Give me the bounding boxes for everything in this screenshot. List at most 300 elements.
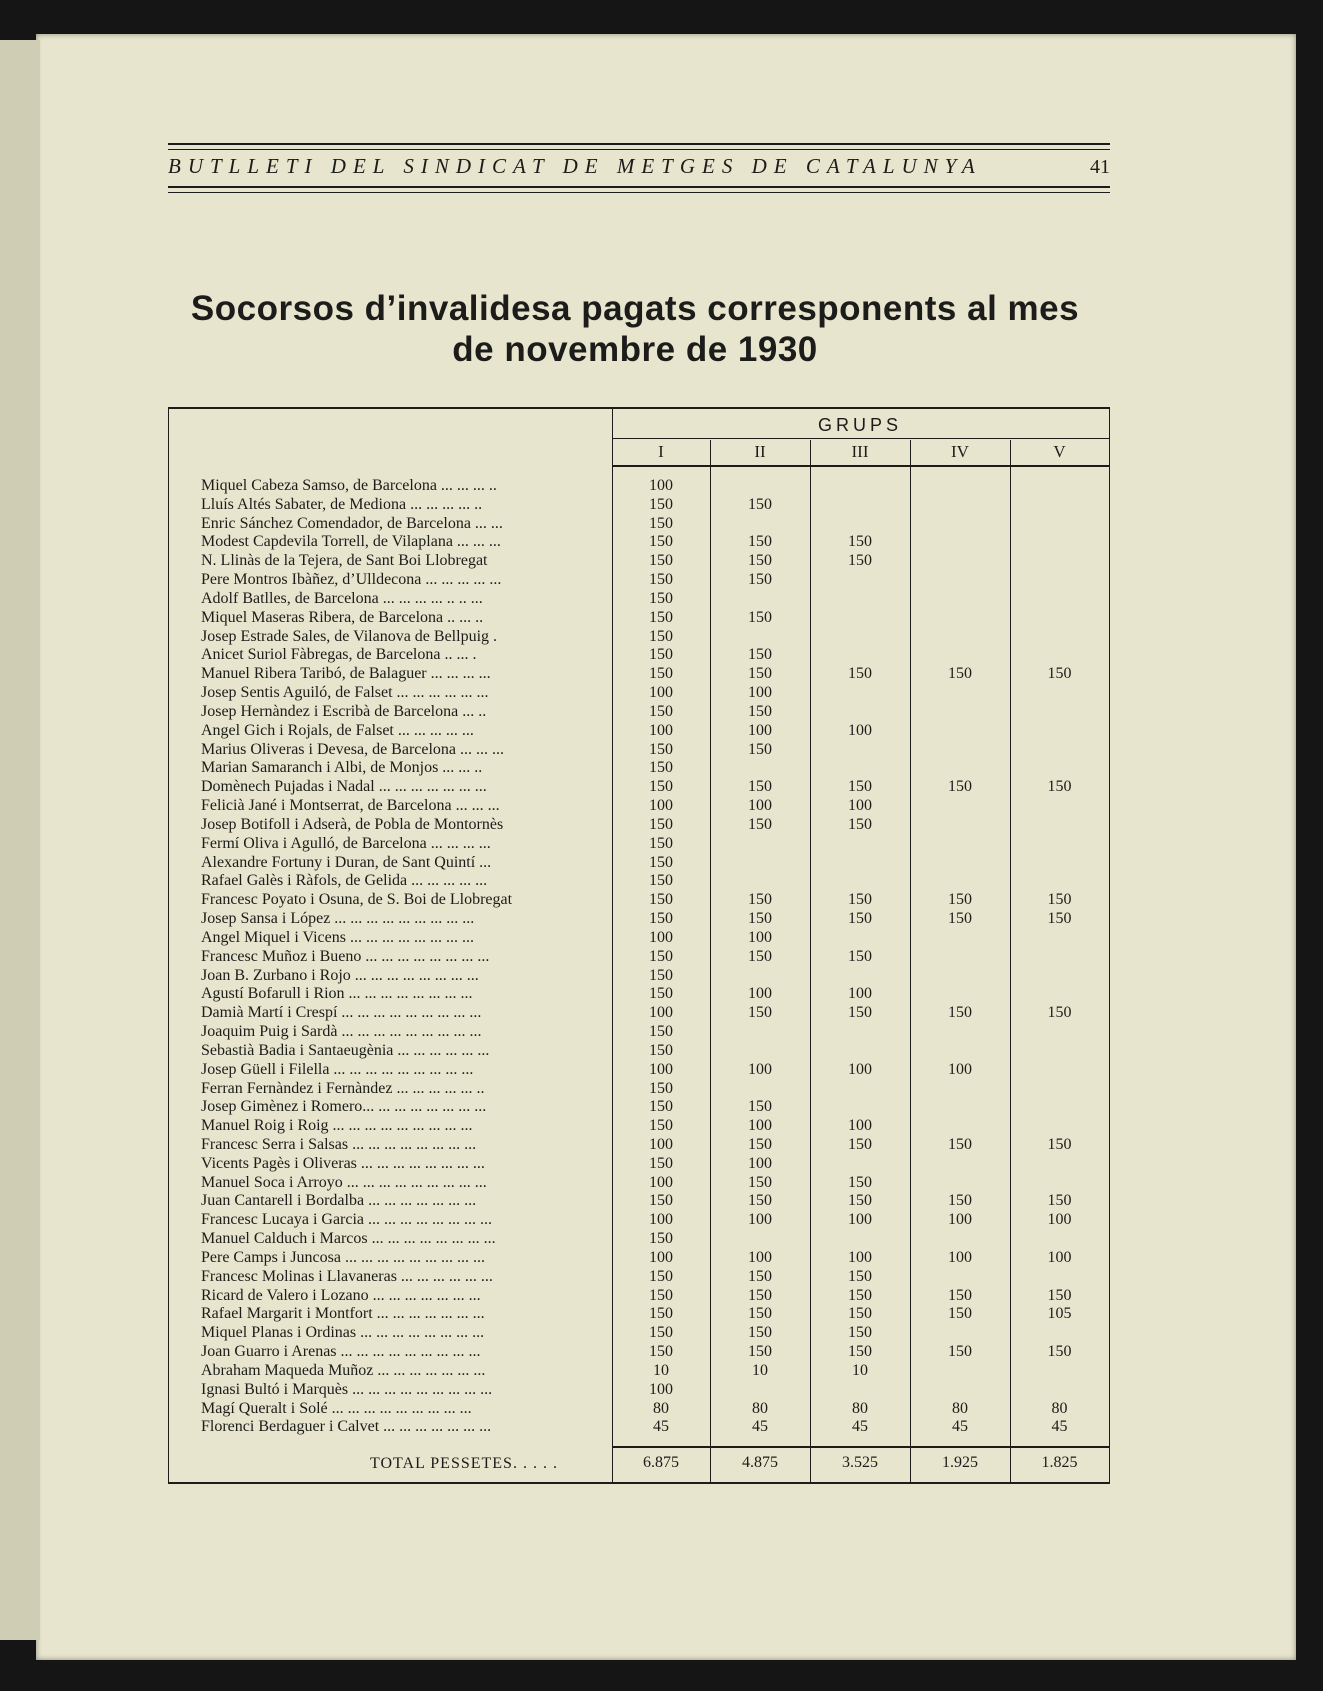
table-cell xyxy=(710,967,810,986)
table-cell: 150 xyxy=(748,778,772,796)
table-cell xyxy=(710,1042,810,1061)
table-cell: 100 xyxy=(649,797,673,815)
table-cell: 150 xyxy=(948,1343,972,1361)
table-cell: 45 xyxy=(752,1418,768,1436)
table-cell: 150 xyxy=(1047,1004,1072,1022)
total-rule xyxy=(612,1446,1109,1448)
table-cell: 150 xyxy=(848,1173,872,1191)
row-name: Francesc Molinas i Llavaneras ... ... ... ... ... ... xyxy=(201,1267,493,1285)
row-name: N. Llinàs de la Tejera, de Sant Boi Llobregat xyxy=(201,552,488,570)
table-cell: 150 xyxy=(1047,1135,1072,1153)
page-number: 41 xyxy=(1090,156,1110,178)
table-cell xyxy=(1010,967,1109,986)
total-1: 6.875 xyxy=(643,1454,679,1471)
table-cell: 150 xyxy=(649,495,673,513)
table-cell: 150 xyxy=(848,1192,872,1210)
table-cell: 150 xyxy=(649,1324,673,1342)
table-cell xyxy=(1010,1042,1109,1061)
row-name: Adolf Batlles, de Barcelona ... ... ... ... .. .. ... xyxy=(201,589,483,607)
table-cell: 150 xyxy=(748,495,772,513)
table-cell xyxy=(910,1080,1010,1099)
table-cell xyxy=(710,835,810,854)
table-cell: 10 xyxy=(653,1361,669,1379)
row-name: Francesc Poyato i Osuna, de S. Boi de Llobregat xyxy=(201,891,513,909)
table-cell xyxy=(1010,628,1109,647)
table-cell xyxy=(710,759,810,778)
table-cell xyxy=(1010,1080,1109,1099)
row-name: Miquel Maseras Ribera, de Barcelona .. ... .. xyxy=(201,608,484,626)
row-name: Ignasi Bultó i Marquès ... ... ... ... ... ... ... ... ... xyxy=(201,1380,493,1398)
table-cell: 150 xyxy=(1047,891,1072,909)
row-name: Magí Queralt i Solé ... ... ... ... ... ... ... ... ... xyxy=(201,1399,472,1417)
table-cell: 80 xyxy=(852,1399,868,1417)
table-cell: 80 xyxy=(952,1399,968,1417)
table-cell: 150 xyxy=(848,1135,872,1153)
table-cell: 150 xyxy=(748,1305,772,1323)
row-name: Lluís Altés Sabater, de Mediona ... ... ... ... .. xyxy=(201,495,483,513)
row-name: Vicents Pagès i Oliveras ... ... ... ... ... ... ... ... xyxy=(201,1154,485,1172)
row-name: Josep Sentis Aguiló, de Falset ... ... ... ... ... ... xyxy=(201,684,489,702)
table-cell: 100 xyxy=(748,797,772,815)
table-cell: 150 xyxy=(948,891,972,909)
table-cell: 150 xyxy=(948,1192,972,1210)
table-cell: 150 xyxy=(649,759,673,777)
table-cell: 150 xyxy=(649,1267,673,1285)
table-cell: 150 xyxy=(948,1286,972,1304)
row-name: Angel Miquel i Vicens ... ... ... ... ... ... ... ... xyxy=(201,928,474,946)
table-cell: 100 xyxy=(649,1380,673,1398)
table-cell: 100 xyxy=(649,1248,673,1266)
row-name: Ricard de Valero i Lozano ... ... ... ... ... ... ... xyxy=(201,1286,481,1304)
table-cell: 100 xyxy=(748,1211,772,1229)
col-head-3: III xyxy=(851,442,869,461)
row-name: Josep Botifoll i Adserà, de Pobla de Montornès xyxy=(201,815,504,833)
table-cell xyxy=(910,1230,1010,1249)
table-cell: 150 xyxy=(649,1192,673,1210)
table-cell: 100 xyxy=(848,985,872,1003)
row-name: Juan Cantarell i Bordalba ... ... ... ... ... ... ... xyxy=(201,1192,477,1210)
page-edge xyxy=(0,40,40,1640)
table-cell xyxy=(1010,929,1109,948)
table-cell: 150 xyxy=(848,1267,872,1285)
table-cell xyxy=(910,1324,1010,1343)
table-cell xyxy=(810,1155,910,1174)
header-rule-bottom-thin xyxy=(168,192,1110,193)
table-cell: 150 xyxy=(948,1135,972,1153)
table-cell: 150 xyxy=(649,608,673,626)
table-cell xyxy=(910,552,1010,571)
table-cell xyxy=(910,1174,1010,1193)
table-cell: 150 xyxy=(748,947,772,965)
table-cell xyxy=(910,609,1010,628)
table-cell: 80 xyxy=(653,1399,669,1417)
table-cell xyxy=(810,759,910,778)
table-cell xyxy=(1010,797,1109,816)
row-name: Fermí Oliva i Agulló, de Barcelona ... ... ... ... xyxy=(201,834,491,852)
table-cell: 100 xyxy=(649,721,673,739)
table-cell: 45 xyxy=(1051,1418,1068,1436)
table-cell xyxy=(710,1230,810,1249)
table-cell: 150 xyxy=(748,1267,772,1285)
table-cell xyxy=(810,703,910,722)
table-cell xyxy=(910,1155,1010,1174)
table-cell xyxy=(810,929,910,948)
table-cell xyxy=(710,1381,810,1400)
row-name: Manuel Roig i Roig ... ... ... ... ... ... ... ... ... xyxy=(201,1117,473,1135)
table-cell xyxy=(910,571,1010,590)
grups-label: GRUPS xyxy=(817,415,902,435)
row-name: Pere Montros Ibàñez, d’Ulldecona ... ... ... ... ... xyxy=(201,571,502,589)
table-cell xyxy=(910,741,1010,760)
table-cell xyxy=(1010,1324,1109,1343)
table-cell: 150 xyxy=(649,1230,673,1248)
row-name: Angel Gich i Rojals, de Falset ... ... ... ... ... xyxy=(201,721,474,739)
table-cell xyxy=(810,496,910,515)
table-cell: 100 xyxy=(848,721,872,739)
table-cell: 100 xyxy=(1047,1248,1072,1266)
table-cell: 100 xyxy=(748,1248,772,1266)
row-name: Joan Guarro i Arenas ... ... ... ... ... ... ... ... ... xyxy=(201,1343,481,1361)
table-cell: 45 xyxy=(852,1418,868,1436)
table-cell: 150 xyxy=(1047,665,1072,683)
table-cell: 150 xyxy=(649,1023,673,1041)
table-cell xyxy=(1010,571,1109,590)
table-cell xyxy=(1010,872,1109,891)
table-cell xyxy=(1010,1268,1109,1287)
table-cell: 150 xyxy=(748,910,772,928)
table-cell: 150 xyxy=(748,815,772,833)
table-cell xyxy=(1010,1098,1109,1117)
row-name: Agustí Bofarull i Rion ... ... ... ... ... ... ... ... xyxy=(201,985,473,1003)
row-name: Abraham Maqueda Muñoz ... ... ... ... ... ... ... xyxy=(201,1361,486,1379)
table-cell: 150 xyxy=(748,740,772,758)
table-cell xyxy=(910,533,1010,552)
row-name: Josep Güell i Filella ... ... ... ... ... ... ... ... ... xyxy=(201,1060,474,1078)
total-5: 1.825 xyxy=(1041,1454,1078,1471)
table-cell xyxy=(810,590,910,609)
table-cell: 150 xyxy=(748,571,772,589)
table-cell: 100 xyxy=(649,684,673,702)
table-cell xyxy=(910,477,1010,496)
values-column-3 xyxy=(810,477,910,1437)
running-title: BUTLLETI DEL SINDICAT DE METGES DE CATALUNYA xyxy=(168,154,982,178)
table-cell: 150 xyxy=(649,1305,673,1323)
table-cell: 100 xyxy=(848,1060,872,1078)
table-cell xyxy=(910,835,1010,854)
table-cell: 150 xyxy=(948,778,972,796)
table-cell: 100 xyxy=(649,1135,673,1153)
table-cell xyxy=(810,515,910,534)
table-cell: 150 xyxy=(848,1305,872,1323)
table-cell xyxy=(1010,646,1109,665)
row-name: Manuel Calduch i Marcos ... ... ... ... ... ... ... ... xyxy=(201,1230,496,1248)
table-cell: 150 xyxy=(649,853,673,871)
names-column xyxy=(201,477,611,1437)
table-cell: 150 xyxy=(649,589,673,607)
table-cell: 150 xyxy=(748,891,772,909)
table-cell: 150 xyxy=(848,665,872,683)
table-right-rule xyxy=(1109,407,1110,1484)
table-cell: 150 xyxy=(848,1343,872,1361)
table-cell: 80 xyxy=(752,1399,768,1417)
header-rule-top-thin xyxy=(168,149,1110,150)
row-name: Sebastià Badia i Santaeugènia ... ... ... ... ... ... xyxy=(201,1041,490,1059)
table-cell xyxy=(810,477,910,496)
row-name: Francesc Muñoz i Bueno ... ... ... ... ... ... ... ... xyxy=(201,947,490,965)
table-cell xyxy=(810,967,910,986)
table-cell: 150 xyxy=(848,1286,872,1304)
table-cell xyxy=(910,854,1010,873)
table-cell: 150 xyxy=(748,1324,772,1342)
table-cell: 150 xyxy=(848,947,872,965)
title-line-1: Socorsos d’invalidesa pagats corresponents al mes xyxy=(190,289,1080,328)
table-cell: 150 xyxy=(948,665,972,683)
table-cell xyxy=(910,496,1010,515)
table-cell: 150 xyxy=(649,1098,673,1116)
table-cell: 150 xyxy=(1047,910,1072,928)
table-cell: 100 xyxy=(748,928,772,946)
table-cell xyxy=(1010,1117,1109,1136)
table-cell: 150 xyxy=(848,910,872,928)
table-cell: 100 xyxy=(948,1060,972,1078)
table-cell: 100 xyxy=(649,928,673,946)
total-4: 1.925 xyxy=(942,1454,978,1471)
row-name: Marius Oliveras i Devesa, de Barcelona ... ... ... xyxy=(201,740,505,758)
table-left-rule xyxy=(168,407,169,1484)
table-cell xyxy=(910,967,1010,986)
table-cell: 150 xyxy=(948,910,972,928)
row-name: Josep Gimènez i Romero... ... ... ... ... ... ... ... xyxy=(201,1098,487,1116)
table-cell xyxy=(710,854,810,873)
table-cell: 150 xyxy=(649,533,673,551)
row-name: Miquel Cabeza Samso, de Barcelona ... ... ... .. xyxy=(201,477,497,494)
table-cell xyxy=(910,948,1010,967)
table-cell xyxy=(1010,552,1109,571)
table-cell xyxy=(1010,703,1109,722)
table-cell xyxy=(910,646,1010,665)
table-cell: 150 xyxy=(1047,1343,1072,1361)
row-name: Modest Capdevila Torrell, de Vilaplana ... ... ... xyxy=(201,533,501,551)
table-cell: 150 xyxy=(848,552,872,570)
table-cell: 150 xyxy=(649,740,673,758)
table-cell xyxy=(1010,533,1109,552)
header-rule-top xyxy=(168,143,1110,145)
table-cell xyxy=(1010,1023,1109,1042)
table-cell: 150 xyxy=(649,872,673,890)
table-cell xyxy=(810,1042,910,1061)
table-cell: 100 xyxy=(948,1211,972,1229)
table-cell xyxy=(1010,759,1109,778)
table-cell xyxy=(1010,835,1109,854)
table-cell: 150 xyxy=(848,1324,872,1342)
table-cell xyxy=(1010,948,1109,967)
table-cell xyxy=(810,609,910,628)
table-cell: 150 xyxy=(649,891,673,909)
table-cell xyxy=(910,1023,1010,1042)
total-2: 4.875 xyxy=(742,1454,778,1471)
table-cell xyxy=(1010,741,1109,760)
table-cell: 45 xyxy=(653,1418,669,1436)
table-cell xyxy=(1010,609,1109,628)
table-cell: 100 xyxy=(748,721,772,739)
table-cell xyxy=(710,628,810,647)
table-cell xyxy=(810,628,910,647)
total-label: TOTAL PESSETES. . . . . xyxy=(370,1455,558,1472)
row-name: Miquel Planas i Ordinas ... ... ... ... ... ... ... ... xyxy=(201,1324,485,1342)
table-cell: 150 xyxy=(748,1343,772,1361)
table-cell: 150 xyxy=(848,815,872,833)
table-cell: 150 xyxy=(848,533,872,551)
table-cell xyxy=(1010,1061,1109,1080)
table-cell: 10 xyxy=(752,1361,768,1379)
table-cell xyxy=(910,929,1010,948)
col-head-rule xyxy=(612,465,1109,467)
table-cell: 100 xyxy=(748,684,772,702)
col-head-1: I xyxy=(658,442,664,461)
table-cell: 100 xyxy=(748,1117,772,1135)
table-cell: 150 xyxy=(748,1004,772,1022)
col-head-4: IV xyxy=(951,442,969,461)
table-cell: 150 xyxy=(649,646,673,664)
table-cell xyxy=(910,797,1010,816)
table-cell: 80 xyxy=(1051,1399,1068,1417)
title-line-2: de novembre de 1930 xyxy=(452,330,818,369)
table-cell xyxy=(710,515,810,534)
table-cell: 100 xyxy=(649,1060,673,1078)
row-name: Domènech Pujadas i Nadal ... ... ... ... ... ... ... xyxy=(201,778,487,796)
table-cell xyxy=(910,590,1010,609)
total-3: 3.525 xyxy=(842,1454,878,1471)
table-top-rule xyxy=(168,407,1110,409)
table-cell xyxy=(810,571,910,590)
table-cell xyxy=(1010,1155,1109,1174)
table-cell: 150 xyxy=(649,947,673,965)
table-cell xyxy=(1010,496,1109,515)
table-cell xyxy=(1010,477,1109,496)
row-name: Florenci Berdaguer i Calvet ... ... ... ... ... ... ... xyxy=(201,1418,492,1436)
table-cell xyxy=(810,1080,910,1099)
table-cell: 150 xyxy=(848,778,872,796)
table-cell xyxy=(910,628,1010,647)
table-cell: 150 xyxy=(649,1117,673,1135)
table-cell xyxy=(910,1117,1010,1136)
values-column-5 xyxy=(1010,477,1109,1437)
row-name: Manuel Soca i Arroyo ... ... ... ... ... ... ... ... ... xyxy=(201,1173,487,1191)
table-cell: 150 xyxy=(748,702,772,720)
table-cell: 150 xyxy=(649,985,673,1003)
table-cell xyxy=(1010,854,1109,873)
col-head-2: II xyxy=(754,442,766,461)
table-cell: 150 xyxy=(848,891,872,909)
row-name: Joan B. Zurbano i Rojo ... ... ... ... ... ... ... ... xyxy=(201,966,479,984)
table-cell xyxy=(910,759,1010,778)
table-cell xyxy=(910,1268,1010,1287)
row-name: Josep Hernàndez i Escribà de Barcelona ... .. xyxy=(201,702,487,720)
table-cell: 150 xyxy=(748,1192,772,1210)
table-cell xyxy=(810,835,910,854)
table-cell: 150 xyxy=(748,1098,772,1116)
values-column-1 xyxy=(612,477,710,1437)
table-cell: 150 xyxy=(649,1154,673,1172)
row-name: Alexandre Fortuny i Duran, de Sant Quintí ... xyxy=(201,853,492,871)
col-head-5: V xyxy=(1053,442,1066,461)
table-cell: 150 xyxy=(649,910,673,928)
table-cell xyxy=(1010,590,1109,609)
table-cell xyxy=(910,722,1010,741)
table-cell: 150 xyxy=(1047,778,1072,796)
table-cell xyxy=(710,590,810,609)
table-cell xyxy=(810,872,910,891)
row-name: Felicià Jané i Montserrat, de Barcelona ... ... ... xyxy=(201,797,500,815)
table-cell: 100 xyxy=(848,797,872,815)
table-cell: 150 xyxy=(649,627,673,645)
table-cell: 100 xyxy=(848,1248,872,1266)
table-cell: 100 xyxy=(748,1154,772,1172)
table-cell: 100 xyxy=(649,477,673,494)
table-cell: 150 xyxy=(748,533,772,551)
table-cell xyxy=(810,684,910,703)
row-name: Damià Martí i Crespí ... ... ... ... ... ... ... ... ... xyxy=(201,1004,482,1022)
table-cell: 150 xyxy=(649,665,673,683)
table-cell: 100 xyxy=(848,1117,872,1135)
table-cell xyxy=(910,1042,1010,1061)
table-cell xyxy=(1010,985,1109,1004)
table-cell xyxy=(1010,722,1109,741)
table-cell xyxy=(810,1023,910,1042)
table-cell xyxy=(910,515,1010,534)
table-cell xyxy=(810,1230,910,1249)
table-cell: 150 xyxy=(649,815,673,833)
table-cell: 150 xyxy=(649,1079,673,1097)
table-cell: 100 xyxy=(649,1004,673,1022)
header-rule-bottom xyxy=(168,186,1110,188)
row-name: Francesc Serra i Salsas ... ... ... ... ... ... ... ... xyxy=(201,1135,477,1153)
table-cell xyxy=(810,741,910,760)
table-cell xyxy=(710,1023,810,1042)
row-name: Manuel Ribera Taribó, de Balaguer ... ... ... ... xyxy=(201,665,491,683)
table-cell: 150 xyxy=(649,514,673,532)
table-cell xyxy=(1010,1230,1109,1249)
table-cell xyxy=(910,872,1010,891)
table-cell: 100 xyxy=(748,985,772,1003)
table-cell xyxy=(1010,1381,1109,1400)
table-cell xyxy=(810,854,910,873)
table-cell: 150 xyxy=(649,552,673,570)
table-cell: 150 xyxy=(748,1135,772,1153)
table-cell xyxy=(710,477,810,496)
table-cell: 150 xyxy=(1047,1192,1072,1210)
table-cell xyxy=(810,646,910,665)
table-bottom-rule xyxy=(168,1482,1110,1484)
table-cell xyxy=(910,985,1010,1004)
table-cell: 150 xyxy=(649,778,673,796)
table-cell xyxy=(1010,1174,1109,1193)
table-cell xyxy=(910,1381,1010,1400)
table-cell xyxy=(910,816,1010,835)
values-column-4 xyxy=(910,477,1010,1437)
table-cell xyxy=(1010,816,1109,835)
row-name: Josep Estrade Sales, de Vilanova de Bellpuig . xyxy=(201,627,498,645)
table-cell: 150 xyxy=(1047,1286,1072,1304)
table-cell xyxy=(710,1080,810,1099)
table-cell xyxy=(910,703,1010,722)
table-cell: 150 xyxy=(748,646,772,664)
table-cell: 150 xyxy=(649,1041,673,1059)
table-cell: 150 xyxy=(649,1343,673,1361)
table-cell: 150 xyxy=(948,1004,972,1022)
table-cell xyxy=(1010,515,1109,534)
table-cell: 150 xyxy=(748,1173,772,1191)
